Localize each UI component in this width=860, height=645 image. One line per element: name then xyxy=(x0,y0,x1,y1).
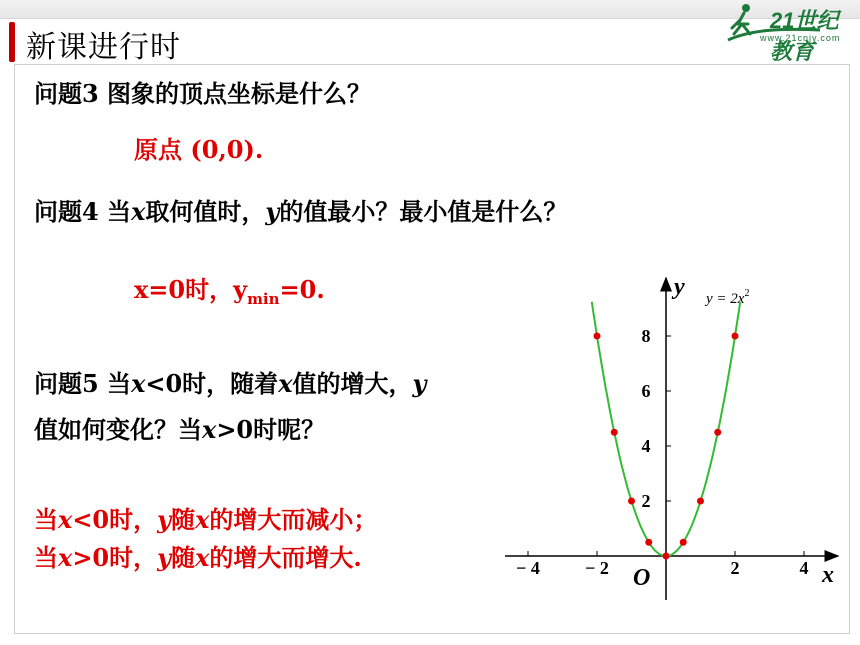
origin-label: O xyxy=(633,565,651,591)
y-tick-label: 6 xyxy=(641,381,651,401)
data-point xyxy=(628,498,635,505)
y-tick-label: 2 xyxy=(641,491,651,511)
x-tick-label: − 4 xyxy=(516,558,540,578)
x-tick-label: 2 xyxy=(730,558,740,578)
data-point xyxy=(714,429,721,436)
data-point xyxy=(645,539,652,546)
data-point xyxy=(611,429,618,436)
y-tick-label: 8 xyxy=(641,326,651,346)
answer-3: 原点 (0,0). xyxy=(134,135,264,164)
logo-url: www.21cnjy.com xyxy=(760,33,841,43)
answer-5-line-1: 当x<0时，y随x的增大而减小； xyxy=(34,505,378,534)
answer-4: x=0时，$y_{min}=0$. xyxy=(134,275,325,308)
data-point xyxy=(697,498,704,505)
question-4: 问题4 当x取何值时，y的值最小？最小值是什么？ xyxy=(34,197,568,226)
page-title: 新课进行时 xyxy=(26,30,181,65)
question-3: 问题3 图象的顶点坐标是什么？ xyxy=(34,79,372,108)
data-point xyxy=(594,333,601,340)
x-tick-label: − 2 xyxy=(585,558,609,578)
question-5-line-2: 值如何变化？当x>0时呢？ xyxy=(34,415,326,444)
data-point xyxy=(663,553,670,560)
question-5-line-1: 问题5 当x<0时，随着x值的增大，y xyxy=(34,369,427,398)
y-axis-label: y xyxy=(674,274,685,300)
answer-5-line-2: 当x>0时，y随x的增大而增大. xyxy=(34,543,362,572)
data-point xyxy=(680,539,687,546)
y-tick-label: 4 xyxy=(641,436,651,456)
logo-brand: 21世纪教育 xyxy=(770,8,839,64)
data-point xyxy=(732,333,739,340)
x-tick-label: 4 xyxy=(799,558,809,578)
equation-label: $y = 2x^2$ xyxy=(706,288,750,307)
x-axis-label: x xyxy=(822,562,834,588)
